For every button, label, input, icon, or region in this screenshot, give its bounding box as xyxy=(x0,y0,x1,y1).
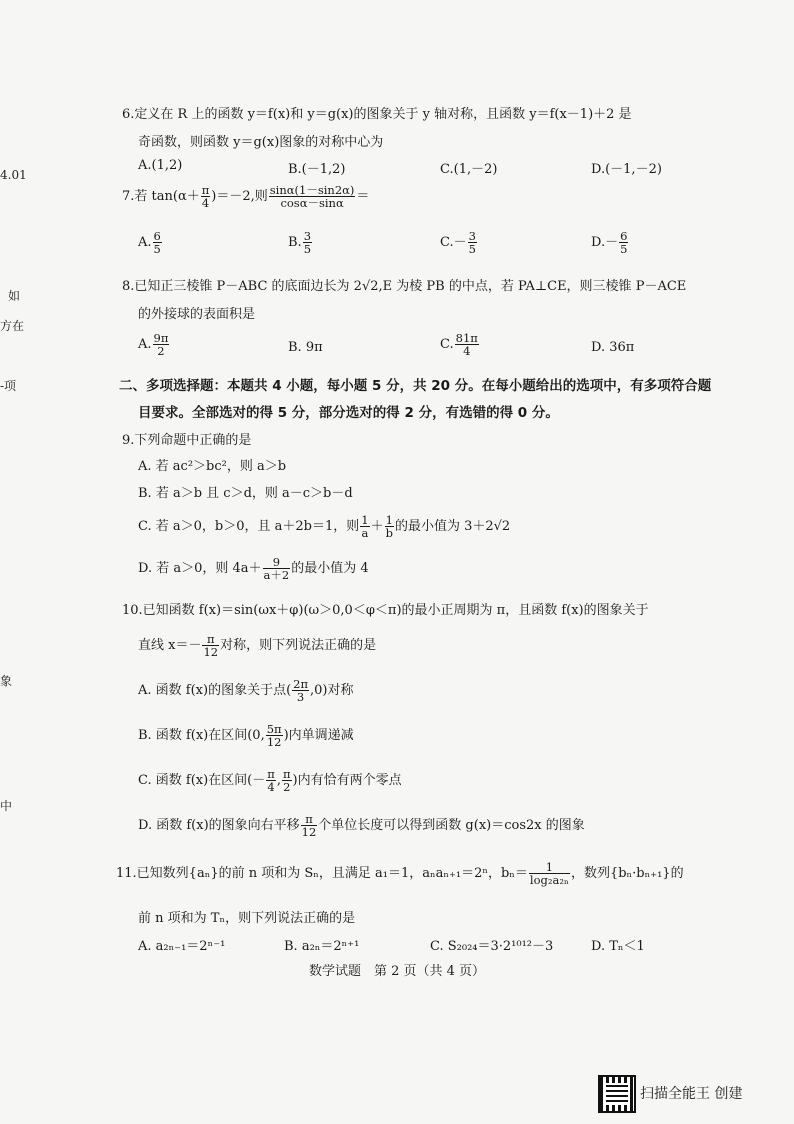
q10-d-num: π xyxy=(301,813,318,826)
q10-a-post: ,0)对称 xyxy=(310,683,354,699)
side-fragment-6: 中 xyxy=(0,799,13,813)
q8-a-num: 9π xyxy=(153,331,169,345)
q10-c-f1-num: π xyxy=(267,767,275,781)
q7-c-den: 5 xyxy=(468,242,476,257)
q11-b-fraction xyxy=(529,861,570,886)
q8-c-num: 81π xyxy=(455,331,478,345)
q7-a-den: 5 xyxy=(153,242,161,257)
q10-option-a xyxy=(138,678,354,703)
q9-d-pre: D. 若 a＞0，则 4a＋ xyxy=(138,561,262,577)
q6-line-1: 6.定义在 R 上的函数 y＝f(x)和 y＝g(x)的图象关于 y 轴对称，且函数 y＝f(x－1)＋2 是 xyxy=(122,107,632,122)
side-fragment-2: 如 xyxy=(8,289,21,303)
q11-option-b: B. a₂ₙ＝2ⁿ⁺¹ xyxy=(284,939,360,954)
q7-b-label: B. xyxy=(288,235,302,251)
q7-end: ＝ xyxy=(356,189,370,205)
q9-c-post: 的最小值为 3＋2√2 xyxy=(394,519,511,535)
q11-b-den: log₂a₂ₙ xyxy=(529,873,569,888)
q7-a-fraction xyxy=(153,230,162,255)
q10-b-den: 12 xyxy=(266,735,282,750)
q11-option-c: C. S₂₀₂₄＝3·2¹⁰¹²－3 xyxy=(430,939,554,954)
q11-line-1 xyxy=(116,861,684,886)
q7-option-d xyxy=(591,230,629,255)
q8-option-d: D. 36π xyxy=(591,340,635,355)
q6-option-d: D.(－1,－2) xyxy=(591,162,662,177)
scanner-brand-text: 扫描全能王 创建 xyxy=(640,1086,743,1102)
q10-b-num: 5π xyxy=(266,722,282,736)
q10-a-den: 3 xyxy=(296,690,305,705)
q6-option-a: A.(1,2) xyxy=(138,158,183,173)
qr-code-icon xyxy=(598,1075,636,1113)
q10-d-post: 个单位长度可以得到函数 g(x)＝cos2x 的图象 xyxy=(318,818,585,834)
q9-option-a: A. 若 ac²＞bc²，则 a＞b xyxy=(138,459,287,474)
q6-option-c: C.(1,－2) xyxy=(440,162,498,177)
q10-d-pre: D. 函数 f(x)的图象向右平移 xyxy=(138,818,300,834)
q7-numerator: sinα(1－sin2α) xyxy=(269,183,355,197)
q8-a-fraction xyxy=(153,332,170,357)
q8-option-c xyxy=(440,332,480,357)
q10-b-post: )内单调递减 xyxy=(283,728,354,744)
q9-c-f1-num: 1 xyxy=(361,513,369,527)
q10-c-f2-den: 2 xyxy=(283,780,291,795)
side-fragment-1: 4.01 xyxy=(0,168,27,182)
side-fragment-4: -项 xyxy=(0,379,17,393)
q8-a-den: 2 xyxy=(157,344,165,359)
q11-l1-pre: 11.已知数列{aₙ}的前 n 项和为 Sₙ，且满足 a₁＝1，aₙaₙ₊₁＝2ⁿ，bₙ＝ xyxy=(116,866,528,882)
page-footer: 数学试题 第 2 页（共 4 页） xyxy=(308,964,486,979)
side-fragment-5: 象 xyxy=(0,674,13,688)
q10-option-b xyxy=(138,723,354,748)
q7-a-label: A. xyxy=(138,235,152,251)
q10-l2-pre: 直线 x＝－ xyxy=(138,638,202,654)
q7-c-label: C. xyxy=(440,235,454,251)
q11-l1-post: ，数列{bₙ·bₙ₊₁}的 xyxy=(570,866,684,882)
q8-c-label: C. xyxy=(440,337,454,353)
q10-a-fraction xyxy=(292,678,309,703)
q9-c-fraction-2 xyxy=(385,514,394,539)
q9-d-num: 9 xyxy=(263,556,291,569)
q7-d-den: 5 xyxy=(620,242,628,257)
q10-a-num: 2π xyxy=(293,677,309,691)
q7-option-a xyxy=(138,230,163,255)
q11-option-a: A. a₂ₙ₋₁＝2ⁿ⁻¹ xyxy=(138,939,226,954)
q9-d-fraction xyxy=(263,556,291,581)
q9-option-d xyxy=(138,556,369,581)
q10-l2-den: 12 xyxy=(203,645,219,660)
q9-option-c xyxy=(138,514,510,539)
q10-line-1: 10.已知函数 f(x)＝sin(ωx＋φ)(ω＞0,0＜φ＜π)的最小正周期为 π，且函数 f(x)的图象关于 xyxy=(122,603,649,618)
q10-d-den: 12 xyxy=(301,825,317,840)
q9-c-f2-num: 1 xyxy=(385,513,393,527)
q7-c-fraction xyxy=(468,230,477,255)
q6-line-2: 奇函数，则函数 y＝g(x)图象的对称中心为 xyxy=(138,135,384,150)
q7-d-num: 6 xyxy=(620,229,628,243)
q7-b-fraction xyxy=(303,230,312,255)
q7-b-num: 3 xyxy=(303,229,312,243)
q11-option-d: D. Tₙ＜1 xyxy=(591,939,645,954)
q7-mid: )＝－2,则 xyxy=(211,189,268,205)
q10-option-c xyxy=(138,768,402,793)
q8-c-den: 4 xyxy=(463,344,471,359)
q10-b-fraction xyxy=(266,723,283,748)
q7-pi-fraction xyxy=(201,184,211,209)
q9-c-fraction-1 xyxy=(360,514,369,539)
q10-c-post: )内有恰有两个零点 xyxy=(292,773,402,789)
q7-d-label: D. xyxy=(591,235,606,251)
q7-denominator: cosα－sinα xyxy=(280,196,344,211)
q7-d-fraction xyxy=(619,230,628,255)
q9-c-f2-den: b xyxy=(385,526,393,541)
q11-b-num: 1 xyxy=(529,861,570,874)
q8-option-b: B. 9π xyxy=(288,340,323,355)
q7-c-sign: － xyxy=(453,235,467,251)
q10-l2-post: 对称，则下列说法正确的是 xyxy=(220,638,377,654)
q10-c-fraction-1 xyxy=(266,768,276,793)
q7-c-num: 3 xyxy=(468,229,476,243)
q10-c-pre: C. 函数 f(x)在区间(－ xyxy=(138,773,266,789)
q9-option-b: B. 若 a＞b 且 c＞d，则 a－c＞b－d xyxy=(138,486,353,501)
q10-d-fraction xyxy=(301,813,318,838)
q9-c-f1-den: a xyxy=(361,526,369,541)
q6-option-b: B.(－1,2) xyxy=(288,162,346,177)
q9-d-post: 的最小值为 4 xyxy=(291,561,369,577)
q7-expression-fraction xyxy=(269,184,356,209)
q7-prefix: 7.若 tan(α＋ xyxy=(122,189,200,205)
q7-stem xyxy=(122,184,369,209)
q7-four: 4 xyxy=(201,196,210,211)
q8-c-fraction xyxy=(455,332,479,357)
q10-c-mid: , xyxy=(276,773,281,789)
q10-c-fraction-2 xyxy=(282,768,292,793)
q10-c-f1-den: 4 xyxy=(267,780,275,795)
q9-stem: 9.下列命题中正确的是 xyxy=(122,433,252,448)
q11-line-2: 前 n 项和为 Tₙ，则下列说法正确的是 xyxy=(138,911,356,926)
q7-d-sign: － xyxy=(605,235,619,251)
q9-c-plus: ＋ xyxy=(370,519,384,535)
q7-pi: π xyxy=(201,183,210,197)
q10-l2-fraction xyxy=(202,633,219,658)
section-2-heading-line-2: 目要求。全部选对的得 5 分，部分选对的得 2 分，有选错的得 0 分。 xyxy=(138,405,559,421)
q8-a-label: A. xyxy=(138,337,152,353)
q9-d-den: a＋2 xyxy=(263,568,290,583)
q7-b-den: 5 xyxy=(303,242,312,257)
q7-a-num: 6 xyxy=(153,229,161,243)
q8-line-1: 8.已知正三棱锥 P－ABC 的底面边长为 2√2,E 为棱 PB 的中点，若 PA⊥CE，则三棱锥 P－ACE xyxy=(122,279,687,294)
q10-l2-num: π xyxy=(202,633,219,646)
q10-line-2 xyxy=(138,633,376,658)
q10-a-pre: A. 函数 f(x)的图象关于点( xyxy=(138,683,292,699)
q7-option-c xyxy=(440,230,478,255)
q10-option-d xyxy=(138,813,585,838)
q9-c-pre: C. 若 a＞0，b＞0，且 a＋2b＝1，则 xyxy=(138,519,360,535)
q7-option-b xyxy=(288,230,313,255)
q10-b-pre: B. 函数 f(x)在区间(0, xyxy=(138,728,265,744)
q10-c-f2-num: π xyxy=(282,767,291,781)
q8-line-2: 的外接球的表面积是 xyxy=(138,307,256,322)
section-2-heading-line-1: 二、多项选择题：本题共 4 小题，每小题 5 分，共 20 分。在每小题给出的选项中，有多项符合题 xyxy=(119,378,712,394)
q8-option-a xyxy=(138,332,170,357)
side-fragment-3: 方在 xyxy=(0,319,25,333)
